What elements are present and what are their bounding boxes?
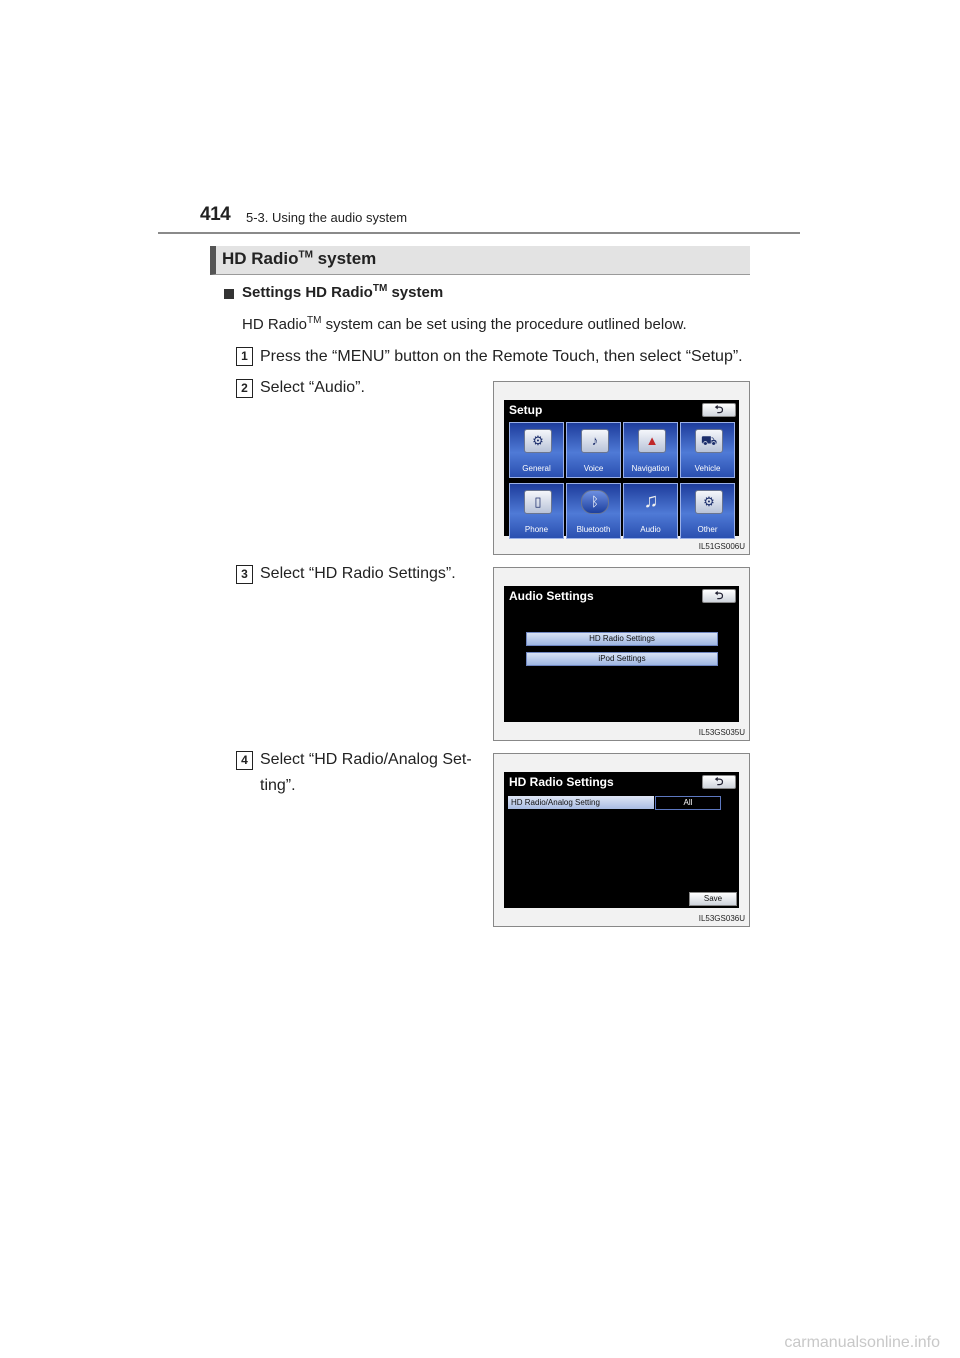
- intro-text: [242, 316, 687, 333]
- speaker-icon: ♪: [581, 429, 609, 453]
- hd-radio-analog-setting-label: HD Radio/Analog Setting: [508, 796, 654, 809]
- subsection-title: [242, 284, 443, 301]
- intro-tm: TM: [307, 315, 322, 326]
- section-title: [222, 249, 376, 269]
- setup-tile-audio[interactable]: [623, 483, 678, 539]
- section-title-suffix: system: [312, 249, 377, 268]
- setup-tile-other[interactable]: [680, 483, 735, 539]
- page-number: 414: [200, 204, 231, 225]
- intro-text-start: HD Radio: [242, 316, 308, 333]
- tile-label: General: [522, 464, 551, 473]
- audio-settings-title: Audio Settings: [509, 589, 594, 603]
- setup-tile-voice[interactable]: [566, 422, 621, 478]
- tile-label: Voice: [583, 464, 604, 473]
- compass-icon: ▲: [638, 429, 666, 453]
- subsection-tm: TM: [372, 283, 388, 294]
- step-4-number: 4: [236, 751, 253, 770]
- setup-tile-navigation[interactable]: [623, 422, 678, 478]
- setup-screen: [504, 400, 739, 536]
- audio-settings-image-code: IL53GS035U: [698, 728, 745, 737]
- step-3-text: Select “HD Radio Settings”.: [260, 565, 456, 582]
- header-rule: [158, 232, 800, 234]
- back-arrow-icon[interactable]: ⮌: [702, 403, 736, 417]
- section-title-text: HD Radio: [222, 249, 299, 268]
- setup-image-code: IL51GS006U: [698, 542, 745, 551]
- gear-icon: ⚙: [695, 490, 723, 514]
- audio-settings-screenshot: [493, 567, 750, 741]
- watermark: carmanualsonline.info: [784, 1334, 940, 1351]
- setup-tile-general[interactable]: [509, 422, 564, 478]
- tile-label: Other: [697, 525, 718, 534]
- hd-radio-settings-image-code: IL53GS036U: [698, 914, 745, 923]
- tile-label: Bluetooth: [576, 525, 611, 534]
- bluetooth-icon: ᛒ: [581, 490, 609, 514]
- hd-radio-analog-setting-row[interactable]: [508, 796, 720, 809]
- tile-label: Navigation: [631, 464, 670, 473]
- step-3-number: 3: [236, 565, 253, 584]
- vehicle-icon: ⛟: [695, 429, 723, 453]
- intro-text-rest: system can be set using the procedure outlined below.: [321, 316, 687, 333]
- back-arrow-icon[interactable]: ⮌: [702, 589, 736, 603]
- setup-screen-title: Setup: [509, 403, 543, 417]
- back-arrow-icon[interactable]: ⮌: [702, 775, 736, 789]
- save-button[interactable]: Save: [689, 892, 737, 906]
- phone-icon: ▯: [524, 490, 552, 514]
- step-2-number: 2: [236, 379, 253, 398]
- setup-tile-phone[interactable]: [509, 483, 564, 539]
- tile-label: Vehicle: [694, 464, 721, 473]
- tile-label: Audio: [640, 525, 661, 534]
- subsection-title-text: Settings HD Radio: [242, 284, 373, 301]
- tile-label: Phone: [524, 525, 549, 534]
- chapter-title: 5-3. Using the audio system: [246, 210, 408, 225]
- hd-radio-settings-title: HD Radio Settings: [509, 775, 614, 789]
- setup-tile-bluetooth[interactable]: [566, 483, 621, 539]
- step-1-number: 1: [236, 347, 253, 366]
- step-2-text: Select “Audio”.: [260, 379, 365, 396]
- ipod-settings-button[interactable]: iPod Settings: [526, 652, 718, 666]
- section-tm: TM: [298, 249, 313, 261]
- gear-icon: ⚙: [524, 429, 552, 453]
- hd-radio-settings-screenshot: [493, 753, 750, 927]
- hd-radio-settings-button[interactable]: HD Radio Settings: [526, 632, 718, 646]
- music-note-icon: ♫: [643, 490, 659, 512]
- setup-tile-vehicle[interactable]: [680, 422, 735, 478]
- bullet-square-icon: [224, 289, 234, 299]
- setup-screenshot: [493, 381, 750, 555]
- step-4-text: Select “HD Radio/Analog Set-ting”.: [260, 751, 472, 794]
- subsection-title-suffix: system: [387, 284, 444, 301]
- step-1-text: Press the “MENU” button on the Remote Touch, then select “Setup”.: [260, 348, 743, 365]
- audio-settings-screen: [504, 586, 739, 722]
- hd-radio-analog-setting-value: All: [655, 796, 721, 810]
- hd-radio-settings-screen: [504, 772, 739, 908]
